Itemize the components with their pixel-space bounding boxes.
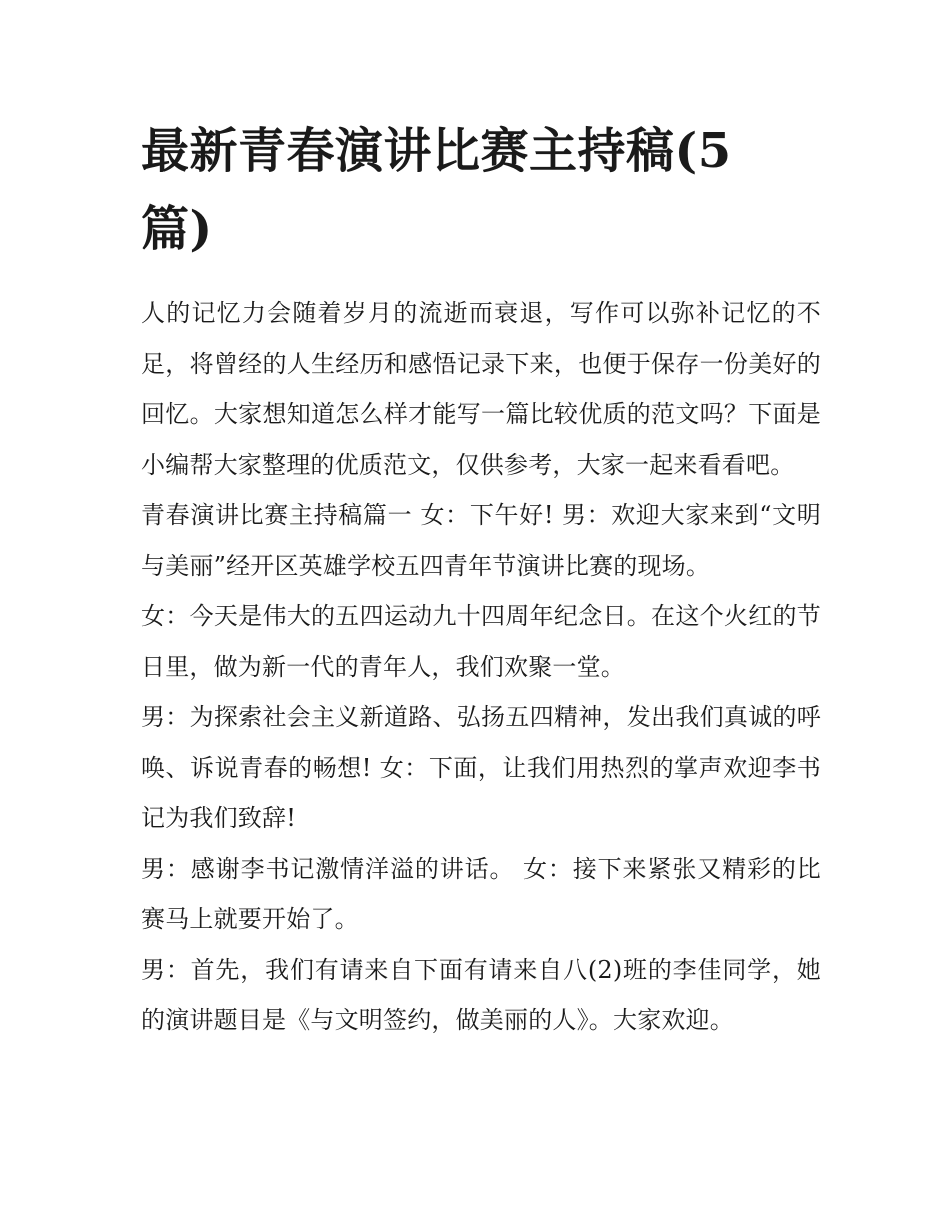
paragraph-welcome-speech: 男：为探索社会主义新道路、弘扬五四精神，发出我们真诚的呼唤、诉说青春的畅想! 女：下面，让我们用热烈的掌声欢迎李书记为我们致辞! bbox=[141, 703, 821, 832]
document-title: 最新青春演讲比赛主持稿(5篇) bbox=[141, 123, 732, 257]
paragraph-intro: 人的记忆力会随着岁月的流逝而衰退，写作可以弥补记忆的不足，将曾经的人生经历和感悟记录下来，也便于保存一份美好的回忆。大家想知道怎么样才能写一篇比较优质的范文吗？下面是小编帮大家整理的优质范文，仅供参考，大家一起来看看吧。 bbox=[141, 299, 821, 479]
document-content bbox=[141, 112, 821, 1046]
paragraph-opening: 青春演讲比赛主持稿篇一 女：下午好! 男：欢迎大家来到“文明与美丽”经开区英雄学校五四青年节演讲比赛的现场。 bbox=[141, 501, 821, 580]
paragraph-first-speaker: 男：首先，我们有请来自下面有请来自八(2)班的李佳同学，她的演讲题目是《与文明签约，做美丽的人》。大家欢迎。 bbox=[141, 955, 821, 1034]
paragraph-thanks: 男：感谢李书记激情洋溢的讲话。 女：接下来紧张又精彩的比赛马上就要开始了。 bbox=[141, 854, 821, 933]
document-body bbox=[141, 288, 821, 1046]
paragraph-anniversary: 女：今天是伟大的五四运动九十四周年纪念日。在这个火红的节日里，做为新一代的青年人，我们欢聚一堂。 bbox=[141, 602, 821, 681]
